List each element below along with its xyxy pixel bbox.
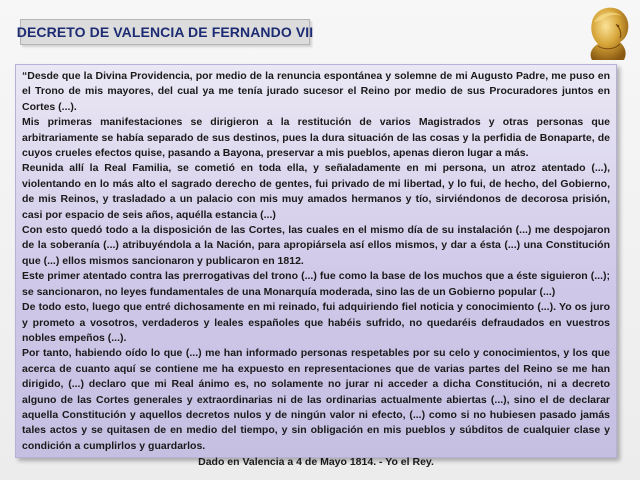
paragraph-2: Mis primeras manifestaciones se dirigieron a la restitución de varios Magistrados y otras personas que arbitrariamente se había separado de sus destinos, pues la dura situación de las cosas y la perfidia de Bonaparte, de cuyos crueles efectos quise, pasando a Bayona, preservar a mis pueblos, apenas dieron lugar a más. xyxy=(22,116,610,160)
paragraph-1: “Desde que la Divina Providencia, por medio de la renuncia espontánea y solemne de mi Augusto Padre, me puso en el Trono de mis mayores, del cual ya me tenía jurado sucesor el Reino por medio de sus Procuradores juntos en Cortes (...). xyxy=(22,70,610,113)
gold-coin-portrait-icon xyxy=(574,2,634,64)
paragraph-4: Con esto quedó todo a la disposición de las Cortes, las cuales en el mismo día de su instalación (...) me despojaron de la soberanía (...) atribuyéndola a la Nación, para apropiársela así ellos mismos, y dar a ésta (...) una Constitución que (...) ellos mismos sancionaron y publicaron en 1812. xyxy=(22,224,610,267)
title-box xyxy=(16,19,314,45)
decree-text-panel xyxy=(15,64,617,469)
decree-quote xyxy=(22,69,610,471)
paragraph-6: De todo esto, luego que entré dichosamente en mi reinado, fui adquiriendo fiel noticia y conocimiento (...). Yo os juro y prometo a vosotros, verdaderos y leales españoles que habéis sufrido, no quedaréis defraudados en vuestros nobles empeños (...). xyxy=(22,301,610,344)
paragraph-7: Por tanto, habiendo oído lo que (...) me han informado personas respetables por su celo y conocimientos, y los que acerca de cuanto aquí se contiene me ha expuesto en representaciones que de varias partes del Reino se me han dirigido, (...) declaro que mi Real ánimo es, no solamente no jurar ni acceder a dicha Constitución, ni a decreto alguno de las Cortes generales y extraordinarias ni de las ordinarias actualmente abiertas (...), sino el de declarar aquella Constitución y aquellos decretos nulos y de ningún valor ni efecto, (...) como si no hubiesen pasado jamás tales actos y se quitasen de en medio del tiempo, y sin obligación en mis pueblos y súbditos de cualquier clase y condición a cumplirlos y guardarlos. xyxy=(22,347,610,452)
paragraph-3: Reunida allí la Real Familia, se cometió en toda ella, y señaladamente en mi persona, un atroz atentado (...), violentando en lo más alto el sagrado derecho de gentes, fui privado de mi libertad, y lo fui, de hecho, del Gobierno, de mis Reinos, y trasladado a un palacio con mis muy amados hermanos y tío, sirviéndonos de decorosa prisión, casi por espacio de seis años, aquélla estancia (...) xyxy=(22,162,610,221)
paragraph-5: Este primer atentado contra las prerrogativas del trono (...) fue como la base de los muchos que a éste siguieron (...); se sancionaron, no leyes fundamentales de una Monarquía moderada, sino las de un Gobierno popular (...) xyxy=(22,270,610,298)
signature-line: Dado en Valencia a 4 de Mayo 1814. - Yo el Rey. xyxy=(198,456,434,469)
slide-title: DECRETO DE VALENCIA DE FERNANDO VII xyxy=(16,24,314,40)
